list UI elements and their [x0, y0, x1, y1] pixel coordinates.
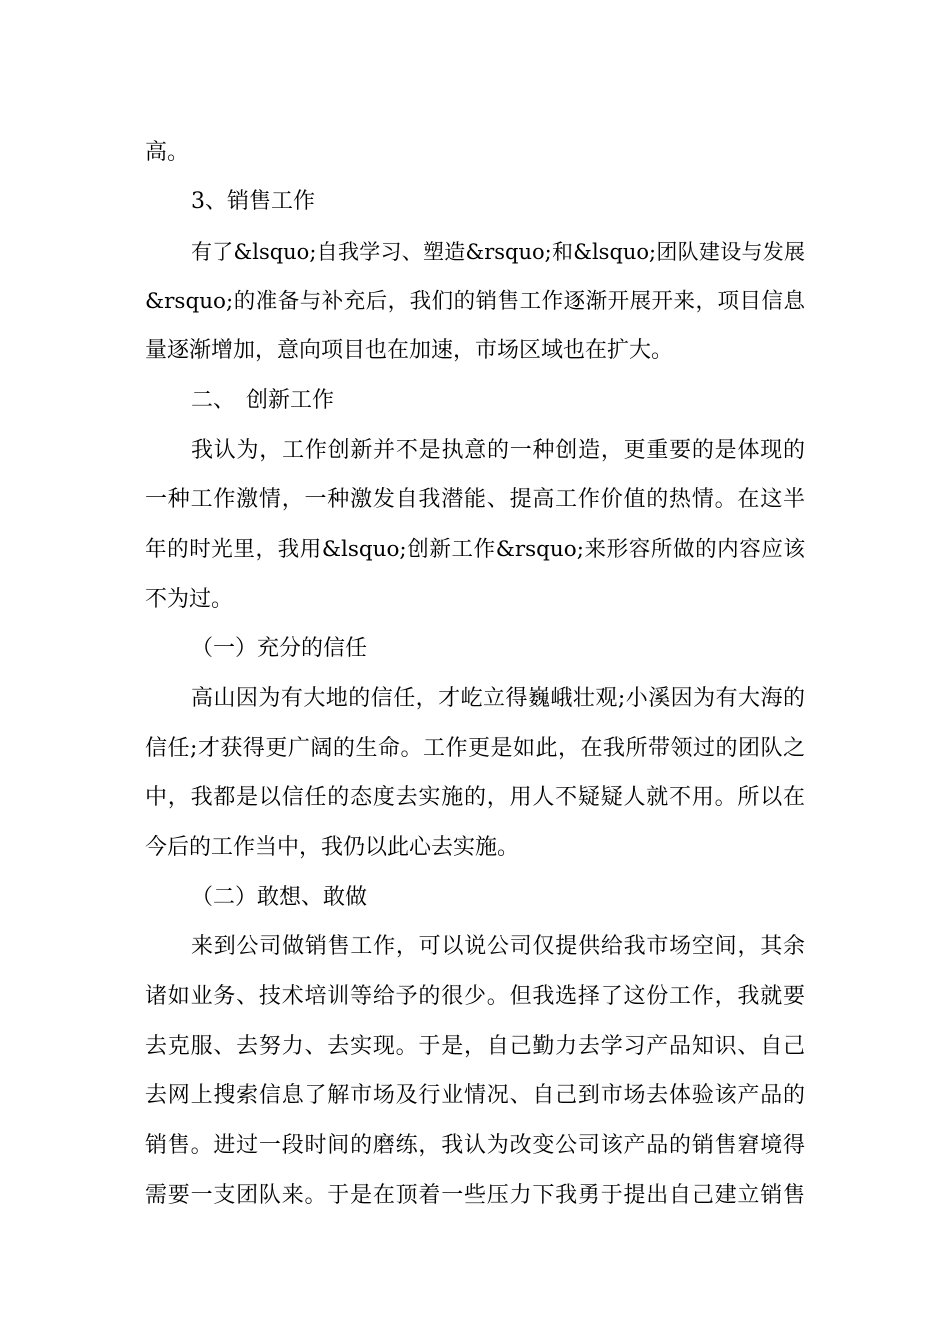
paragraph-line: 量逐渐增加，意向项目也在加速，市场区域也在扩大。 — [145, 338, 674, 363]
paragraph-line: &rsquo;的准备与补充后，我们的销售工作逐渐开展开来，项目信息 — [145, 289, 805, 314]
paragraph-line: 今后的工作当中，我仍以此心去实施。 — [145, 835, 520, 860]
paragraph-line: 我认为，工作创新并不是执意的一种创造，更重要的是体现的 — [191, 438, 805, 463]
paragraph-line: 诸如业务、技术培训等给予的很少。但我选择了这份工作，我就要 — [145, 984, 805, 1009]
paragraph-line: 高山因为有大地的信任，才屹立得巍峨壮观;小溪因为有大海的 — [191, 686, 805, 711]
paragraph-line: 来到公司做销售工作，可以说公司仅提供给我市场空间，其余 — [191, 934, 805, 959]
paragraph-line: 需要一支团队来。于是在顶着一些压力下我勇于提出自己建立销售 — [145, 1183, 805, 1208]
paragraph-line: 有了&lsquo;自我学习、塑造&rsquo;和&lsquo;团队建设与发展 — [191, 240, 805, 264]
paragraph-line: 去网上搜索信息了解市场及行业情况、自己到市场去体验该产品的 — [145, 1083, 805, 1108]
paragraph-line: 信任;才获得更广阔的生命。工作更是如此，在我所带领过的团队之 — [145, 736, 805, 761]
paragraph-line: 不为过。 — [145, 587, 234, 612]
paragraph-line: 销售。进过一段时间的磨练，我认为改变公司该产品的销售窘境得 — [145, 1133, 805, 1158]
section-heading: 二、 创新工作 — [191, 388, 335, 413]
subsection-heading: （一）充分的信任 — [191, 636, 368, 661]
section-heading: 3、销售工作 — [191, 189, 315, 214]
subsection-heading: （二）敢想、敢做 — [191, 885, 368, 910]
paragraph-line: 一种工作激情，一种激发自我潜能、提高工作价值的热情。在这半 — [145, 487, 805, 512]
paragraph-line: 去克服、去努力、去实现。于是，自己勤力去学习产品知识、自己 — [145, 1034, 805, 1059]
paragraph-line: 中，我都是以信任的态度去实施的，用人不疑疑人就不用。所以在 — [145, 785, 805, 810]
paragraph-line: 高。 — [145, 140, 190, 165]
paragraph-line: 年的时光里，我用&lsquo;创新工作&rsquo;来形容所做的内容应该 — [145, 537, 805, 562]
